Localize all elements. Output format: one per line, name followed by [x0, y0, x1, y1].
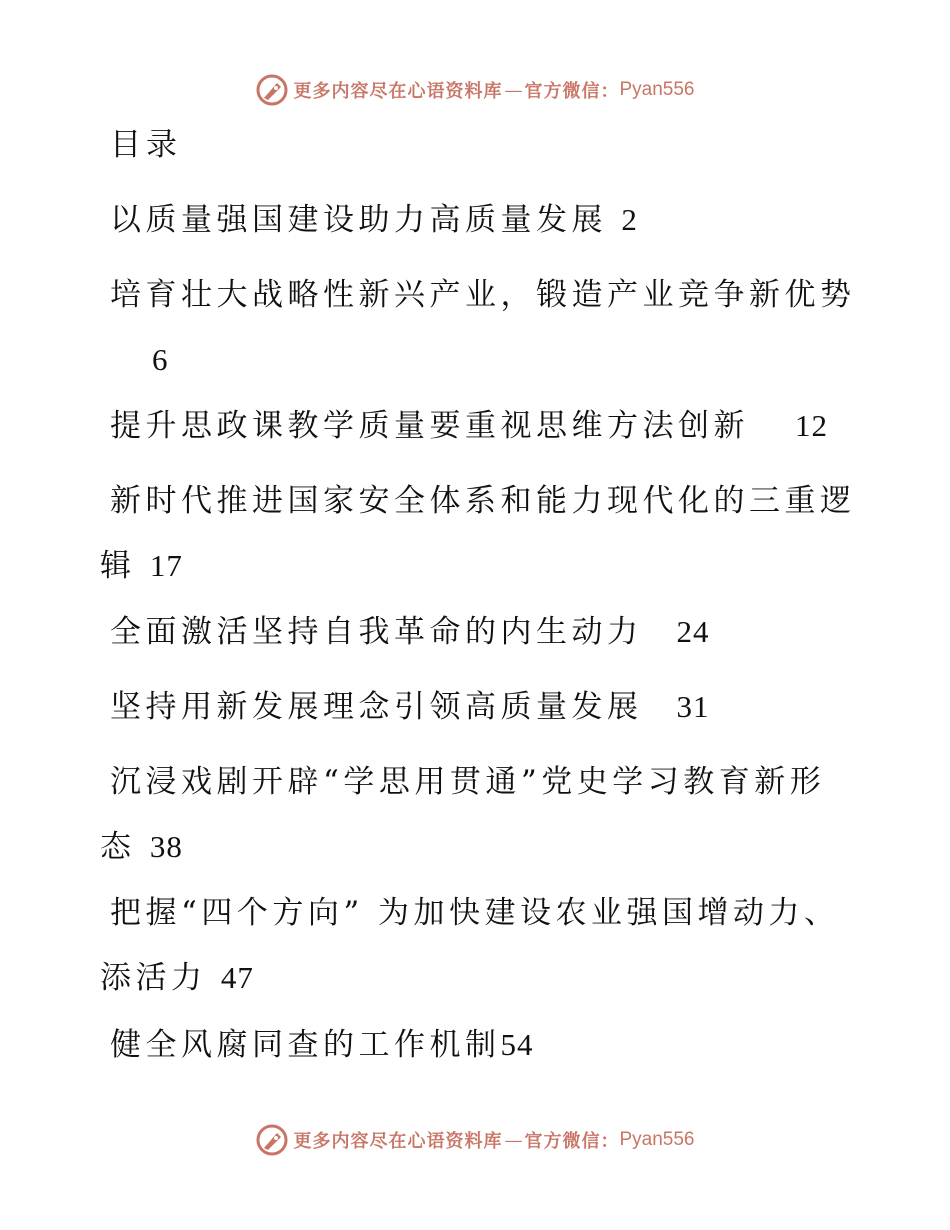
toc-entry-page: 17 [149, 548, 183, 583]
toc-entry-title-cont: 辑 [100, 548, 136, 584]
pen-nib-logo-icon [255, 73, 289, 107]
toc-entry-title-cont: 态 [100, 829, 136, 865]
watermark-separator: — [504, 79, 523, 101]
toc-entry-title-cont: 添活力 [100, 960, 207, 996]
watermark-text: 更多内容尽在心语资料库 [293, 81, 503, 102]
toc-entry-page: 2 [621, 202, 638, 237]
toc-entry-page: 47 [220, 960, 254, 995]
toc-entry-page: 12 [795, 408, 828, 443]
toc-entry-page: 38 [149, 829, 183, 864]
watermark-text: 更多内容尽在心语资料库 [293, 1131, 503, 1152]
toc-entry-title: 坚持用新发展理念引领高质量发展 [110, 689, 643, 725]
watermark-separator: — [504, 1129, 523, 1151]
toc-entry-page: 24 [676, 614, 710, 649]
toc-entry-title: 全面激活坚持自我革命的内生动力 [110, 614, 643, 650]
header-watermark [0, 70, 950, 110]
toc-entry-page: 31 [676, 689, 710, 724]
watermark-label: 官方微信： [524, 1131, 620, 1152]
toc-entry-title: 以质量强国建设助力高质量发展 [110, 202, 607, 238]
toc-entry-title: 提升思政课教学质量要重视思维方法创新 [110, 408, 749, 444]
toc-entry-title: 新时代推进国家安全体系和能力现代化的三重逻 [110, 483, 856, 519]
toc-entry-title: 沉浸戏剧开辟“学思用贯通”党史学习教育新形 [110, 764, 826, 800]
footer-watermark [0, 1120, 950, 1160]
toc-heading: 目录 [110, 127, 182, 163]
pen-nib-logo-icon [255, 1123, 289, 1157]
toc-entry-title: 培育壮大战略性新兴产业，锻造产业竞争新优势 [110, 277, 856, 313]
toc-entry-page: 6 [152, 342, 169, 377]
toc-entry-title: 把握“四个方向” 为加快建设农业强国增动力、 [110, 895, 840, 931]
toc-entry-page: 54 [500, 1027, 534, 1062]
toc-entry-title: 健全风腐同查的工作机制 [110, 1027, 501, 1063]
watermark-account: Pyan556 [619, 79, 695, 100]
watermark-account: Pyan556 [619, 1129, 695, 1150]
watermark-label: 官方微信： [524, 81, 620, 102]
